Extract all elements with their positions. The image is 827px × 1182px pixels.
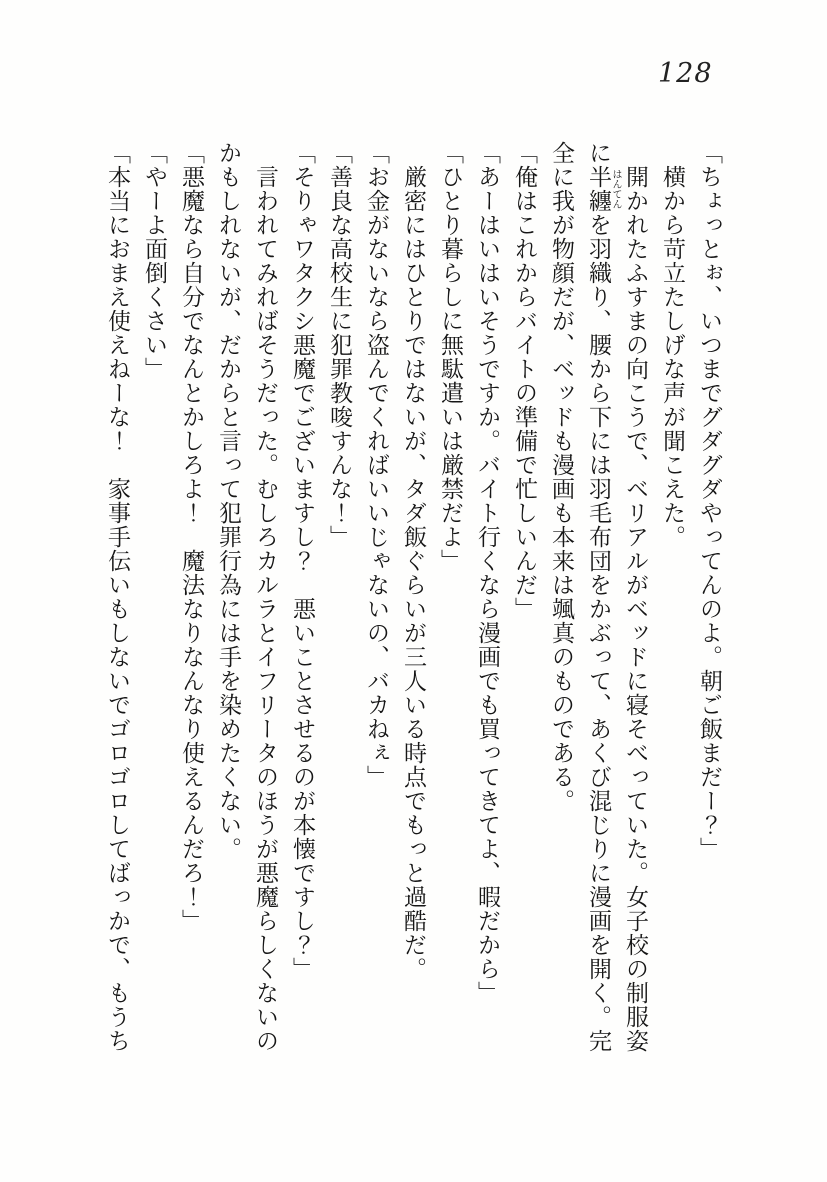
- paragraph-narrative: 横から苛立たしげな声が聞こえた。: [660, 165, 685, 549]
- paragraph-narrative: 厳密にはひとりではないが、タダ飯ぐらいが三人いる時点でもっと過酷だ。: [401, 165, 426, 981]
- paragraph-dialogue: 「やーよ面倒くさい」: [142, 141, 167, 381]
- paragraph-dialogue: 「俺はこれからバイトの準備で忙しいんだ」: [512, 141, 537, 621]
- paragraph-dialogue: 「ひとり暮らしに無駄遣いは厳禁だよ」: [438, 141, 463, 573]
- paragraph-dialogue: 「ちょっとぉ、いつまでグダグダやってんのよ。朝ご飯まだー？」: [697, 141, 722, 861]
- page-number: 128: [658, 58, 713, 89]
- paragraph-dialogue: 「あーはいはいそうですか。バイト行くなら漫画でも買ってきてよ、暇だから」: [475, 141, 500, 1005]
- paragraph-narrative: 言われてみればそうだった。むしろカルラとイフリータのほうが悪魔らしくないのかもしれないが、だからと言って犯罪行為には手を染めたくない。: [216, 141, 278, 1053]
- paragraph-dialogue: 「悪魔なら自分でなんとかしろよ！ 魔法なりなんなり使えるんだろ！」: [179, 141, 204, 933]
- paragraph-dialogue: 「善良な高校生に犯罪教唆すんな！」: [327, 141, 352, 549]
- paragraph-dialogue: 「本当におまえ使えねーな！ 家事手伝いもしないでゴロゴロしてばっかで、もうち: [105, 141, 130, 1053]
- paragraph-dialogue: 「そりゃワタクシ悪魔でございますし？ 悪いことさせるのが本懐ですし？」: [290, 141, 315, 981]
- paragraph-narrative: 開かれたふすまの向こうで、ベリアルがベッドに寝そべっていた。女子校の制服姿に半纏 はんてんを羽織り、腰から下には羽毛布団をかぶって、あくび混じりに漫画を開く。完全に我が物顔だが、ベッドも漫画も本来は颯真のものである。: [549, 141, 648, 1053]
- novel-text: [99, 141, 728, 1059]
- furigana: はんてん: [610, 165, 621, 213]
- ruby-annotated-word: 半纏 はんてん: [586, 165, 621, 213]
- paragraph-dialogue: 「お金がないなら盗んでくればいいじゃないの、バカねぇ」: [364, 141, 389, 789]
